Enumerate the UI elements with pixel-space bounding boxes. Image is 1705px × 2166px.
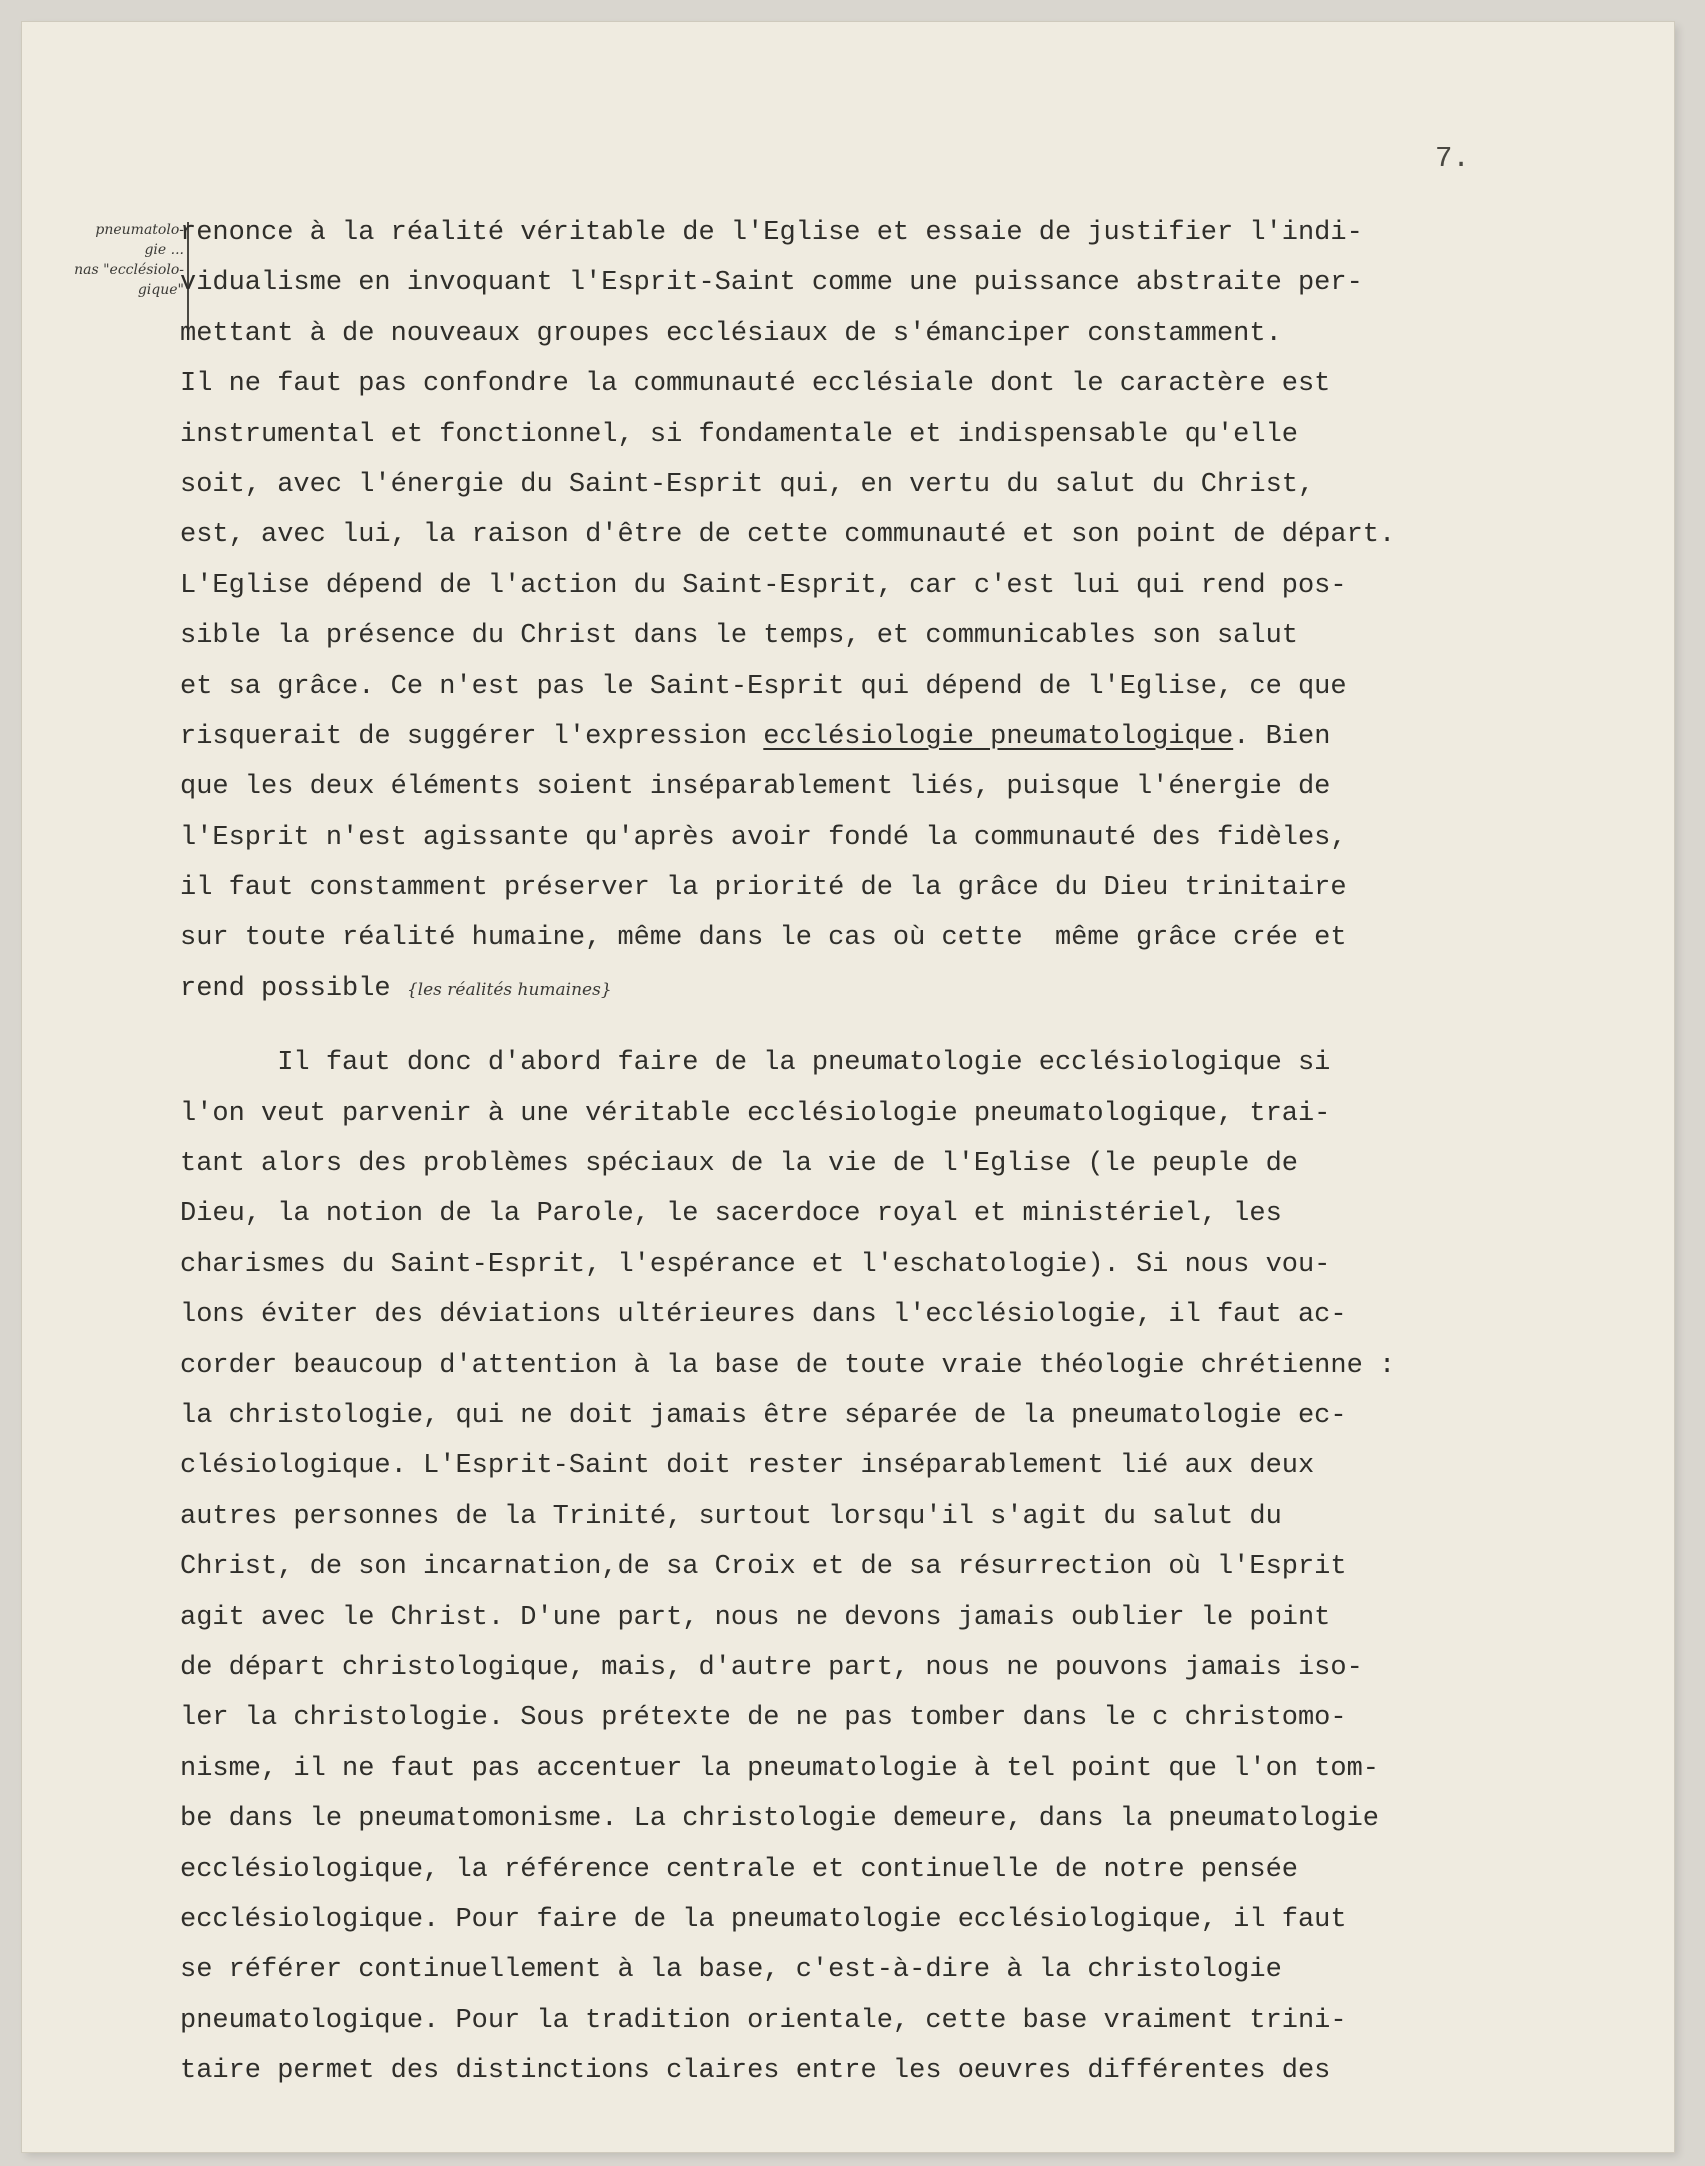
text-line: sur toute réalité humaine, même dans le cas où cette même grâce crée et: [180, 923, 1347, 954]
text-line: L'Eglise dépend de l'action du Saint-Esprit, car c'est lui qui rend pos-: [180, 570, 1347, 601]
text-line: de départ christologique, mais, d'autre part, nous ne pouvons jamais iso-: [180, 1652, 1363, 1683]
text-line: instrumental et fonctionnel, si fondamentale et indispensable qu'elle: [180, 419, 1298, 450]
text-line: lons éviter des déviations ultérieures dans l'ecclésiologie, il faut ac-: [180, 1300, 1347, 1331]
text-line: be dans le pneumatomonisme. La christologie demeure, dans la pneumatologie: [180, 1804, 1379, 1835]
margin-note-line: pneumatolo-: [95, 222, 184, 238]
text-line: ecclésiologique. Pour faire de la pneumatologie ecclésiologique, il faut: [180, 1904, 1347, 1935]
text-line: sible la présence du Christ dans le temps, et communicables son salut: [180, 621, 1298, 652]
text-line: pneumatologique. Pour la tradition orientale, cette base vraiment trini-: [180, 2005, 1347, 2036]
typewritten-page: [22, 22, 1674, 2152]
text-line: corder beaucoup d'attention à la base de toute vraie théologie chrétienne :: [180, 1350, 1396, 1381]
text-line: charismes du Saint-Esprit, l'espérance et l'eschatologie). Si nous vou-: [180, 1249, 1331, 1280]
paragraph-2: [180, 1038, 1670, 2096]
paragraph-gap: [180, 1014, 1670, 1038]
text-line: Christ, de son incarnation,de sa Croix et de sa résurrection où l'Esprit: [180, 1552, 1347, 1583]
text-line: [180, 712, 1670, 762]
text-line: Il ne faut pas confondre la communauté ecclésiale dont le caractère est: [180, 369, 1331, 400]
margin-note-line: nas "ecclésiolo-: [74, 262, 184, 278]
text-segment: . Bien: [1233, 721, 1331, 752]
margin-note-line: gique": [137, 282, 184, 298]
text-line: la christologie, qui ne doit jamais être séparée de la pneumatologie ec-: [180, 1400, 1347, 1431]
margin-note-line: gie ...: [144, 242, 184, 258]
text-line: ecclésiologique, la référence centrale et continuelle de notre pensée: [180, 1854, 1298, 1885]
text-line: Dieu, la notion de la Parole, le sacerdoce royal et ministériel, les: [180, 1199, 1282, 1230]
text-line: agit avec le Christ. D'une part, nous ne devons jamais oublier le point: [180, 1602, 1331, 1633]
text-line: il faut constamment préserver la priorité de la grâce du Dieu trinitaire: [180, 873, 1347, 904]
text-line: tant alors des problèmes spéciaux de la vie de l'Eglise (le peuple de: [180, 1149, 1298, 1180]
text-line: soit, avec l'énergie du Saint-Esprit qui, en vertu du salut du Christ,: [180, 469, 1315, 500]
text-line: est, avec lui, la raison d'être de cette communauté et son point de départ.: [180, 520, 1396, 551]
underlined-term: ecclésiologie pneumatologique: [763, 721, 1234, 752]
text-line: et sa grâce. Ce n'est pas le Saint-Esprit qui dépend de l'Eglise, ce que: [180, 671, 1347, 702]
text-line: taire permet des distinctions claires entre les oeuvres différentes des: [180, 2056, 1331, 2087]
text-line: mettant à de nouveaux groupes ecclésiaux de s'émanciper constamment.: [180, 318, 1282, 349]
text-line: renonce à la réalité véritable de l'Eglise et essaie de justifier l'indi-: [180, 218, 1363, 248]
text-line: l'Esprit n'est agissante qu'après avoir fondé la communauté des fidèles,: [180, 822, 1347, 853]
handwritten-margin-note: [44, 220, 184, 300]
text-line: ler la christologie. Sous prétexte de ne pas tomber dans le c christomo-: [180, 1703, 1347, 1734]
text-line: autres personnes de la Trinité, surtout lorsqu'il s'agit du salut du: [180, 1501, 1282, 1532]
text-line: que les deux éléments soient inséparablement liés, puisque l'énergie de: [180, 772, 1331, 803]
body-text: [180, 208, 1670, 2096]
text-segment: risquerait de suggérer l'expression: [180, 721, 764, 752]
paragraph-1: [180, 208, 1670, 1014]
text-line: nisme, il ne faut pas accentuer la pneumatologie à tel point que l'on tom-: [180, 1753, 1379, 1784]
text-line: [180, 964, 1670, 1014]
text-line: se référer continuellement à la base, c'est-à-dire à la christologie: [180, 1955, 1282, 1986]
text-line: Il faut donc d'abord faire de la pneumatologie ecclésiologique si: [180, 1048, 1331, 1079]
text-line: clésiologique. L'Esprit-Saint doit rester inséparablement lié aux deux: [180, 1451, 1315, 1482]
text-segment: rend possible: [180, 973, 407, 1004]
page-number: 7.: [1435, 142, 1470, 175]
text-line: vidualisme en invoquant l'Esprit-Saint comme une puissance abstraite per-: [180, 268, 1363, 299]
handwritten-insertion: {les réalités humaines}: [406, 979, 612, 1000]
text-line: l'on veut parvenir à une véritable ecclésiologie pneumatologique, trai-: [180, 1098, 1331, 1129]
